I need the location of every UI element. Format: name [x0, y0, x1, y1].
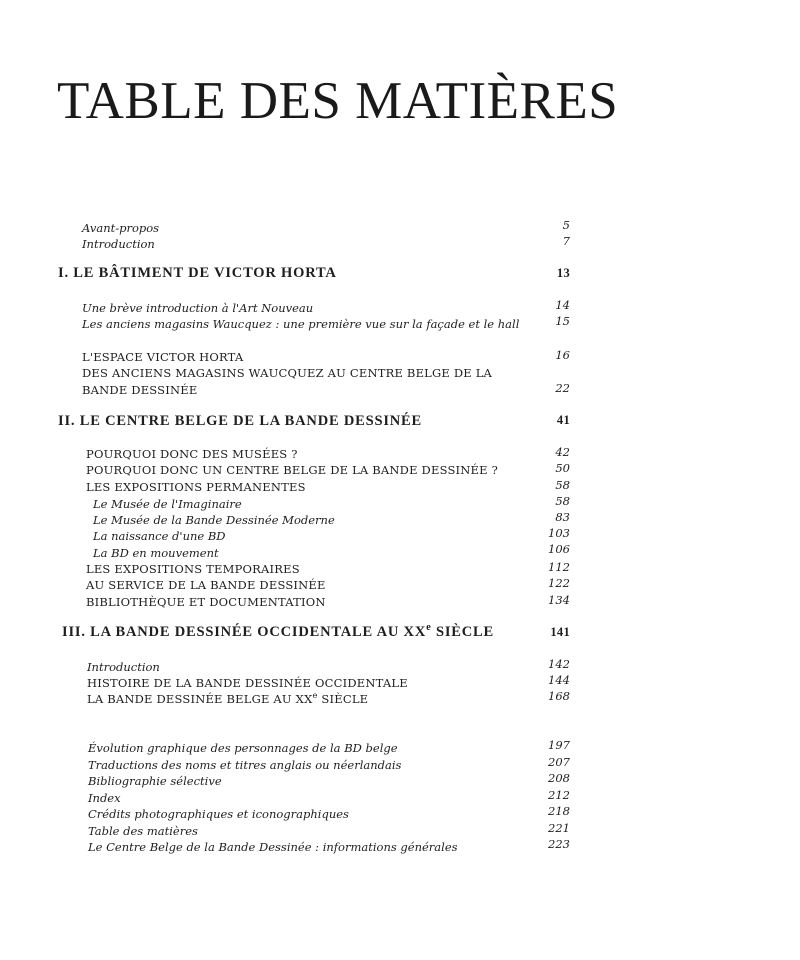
toc-page-espace-horta: 16	[555, 348, 570, 362]
toc-page-bibliotheque: 134	[548, 593, 570, 607]
toc-entry-table-des-matieres[interactable]: Table des matières	[88, 824, 198, 838]
toc-part-2-heading[interactable]: II. LE CENTRE BELGE DE LA BANDE DESSINÉE	[58, 413, 422, 429]
toc-entry-expositions-permanentes[interactable]: LES EXPOSITIONS PERMANENTES	[86, 480, 306, 494]
toc-page-traductions: 207	[548, 755, 570, 769]
toc-entry-bd-belge[interactable]	[87, 692, 368, 706]
toc-entry-art-nouveau[interactable]: Une brève introduction à l'Art Nouveau	[82, 301, 314, 315]
toc-page-index: 212	[548, 788, 570, 802]
toc-entry-expositions-temporaires[interactable]: LES EXPOSITIONS TEMPORAIRES	[86, 562, 300, 576]
toc-page-anciens-magasins: 22	[555, 381, 570, 395]
toc-entry-musee-imaginaire[interactable]: Le Musée de l'Imaginaire	[93, 497, 242, 511]
toc-part-1-heading[interactable]: I. LE BÂTIMENT DE VICTOR HORTA	[58, 265, 337, 281]
toc-entry-introduction-3[interactable]: Introduction	[87, 660, 160, 674]
toc-entry-bibliographie[interactable]: Bibliographie sélective	[88, 774, 222, 788]
toc-entry-naissance-bd[interactable]: La naissance d'une BD	[93, 529, 226, 543]
toc-entry-bibliotheque[interactable]: BIBLIOTHÈQUE ET DOCUMENTATION	[86, 595, 326, 609]
toc-page-bibliographie: 208	[548, 771, 570, 785]
toc-page-evolution-graphique: 197	[548, 738, 570, 752]
toc-entry-bd-belge-superscript: e	[312, 690, 318, 701]
toc-page-histoire-bd: 144	[548, 673, 570, 687]
toc-page-pourquoi-cbbd: 50	[555, 461, 570, 475]
toc-entry-histoire-bd[interactable]: HISTOIRE DE LA BANDE DESSINÉE OCCIDENTALE	[87, 676, 408, 690]
toc-page-art-nouveau: 14	[555, 298, 570, 312]
toc-part-3-heading[interactable]	[62, 624, 494, 641]
toc-entry-introduction[interactable]: Introduction	[82, 237, 155, 251]
toc-part-3-superscript: e	[426, 622, 432, 634]
toc-page-expositions-temporaires: 112	[548, 560, 570, 574]
toc-entry-bd-belge-tail: SIÈCLE	[317, 692, 369, 706]
page-title: TABLE DES MATIÈRES	[57, 72, 619, 130]
toc-page-naissance-bd: 103	[548, 526, 570, 540]
toc-entry-pourquoi-cbbd[interactable]: POURQUOI DONC UN CENTRE BELGE DE LA BANDE DESSINÉE ?	[86, 463, 498, 477]
toc-page-informations-generales: 223	[548, 837, 570, 851]
toc-entry-anciens-magasins[interactable]: DES ANCIENS MAGASINS WAUCQUEZ AU CENTRE BELGE DE LA	[82, 366, 493, 380]
toc-entry-avant-propos[interactable]: Avant-propos	[82, 221, 160, 235]
toc-page-table-des-matieres: 221	[548, 821, 570, 835]
toc-part-3-heading-text: III. LA BANDE DESSINÉE OCCIDENTALE AU XX	[62, 624, 427, 640]
toc-part-1-page: 13	[556, 266, 570, 280]
toc-entry-informations-generales[interactable]: Le Centre Belge de la Bande Dessinée : informations générales	[88, 840, 458, 854]
toc-entry-evolution-graphique[interactable]: Évolution graphique des personnages de la BD belge	[88, 741, 398, 755]
toc-entry-pourquoi-musees[interactable]: POURQUOI DONC DES MUSÉES ?	[86, 447, 298, 461]
toc-entry-musee-bd-moderne[interactable]: Le Musée de la Bande Dessinée Moderne	[93, 513, 335, 527]
toc-page-musee-bd-moderne: 83	[555, 510, 570, 524]
toc-entry-credits[interactable]: Crédits photographiques et iconographiques	[88, 807, 349, 821]
toc-page-bd-mouvement: 106	[548, 542, 570, 556]
toc-page-pourquoi-musees: 42	[555, 445, 570, 459]
toc-entry-bd-belge-text: LA BANDE DESSINÉE BELGE AU XX	[87, 692, 313, 706]
toc-entry-bd-mouvement[interactable]: La BD en mouvement	[93, 546, 219, 560]
toc-entry-traductions[interactable]: Traductions des noms et titres anglais ou néerlandais	[88, 758, 402, 772]
toc-entry-espace-horta[interactable]: L'ESPACE VICTOR HORTA	[82, 350, 244, 364]
toc-entry-index[interactable]: Index	[88, 791, 121, 805]
toc-page-credits: 218	[548, 804, 570, 818]
toc-entry-au-service[interactable]: AU SERVICE DE LA BANDE DESSINÉE	[86, 578, 326, 592]
toc-page-au-service: 122	[548, 576, 570, 590]
toc-page-expositions-permanentes: 58	[555, 478, 570, 492]
toc-part-3-heading-tail: SIÈCLE	[431, 624, 494, 640]
toc-page-musee-imaginaire: 58	[555, 494, 570, 508]
toc-entry-magasins-waucquez[interactable]: Les anciens magasins Waucquez : une première vue sur la façade et le hall	[82, 317, 520, 331]
toc-part-2-page: 41	[556, 413, 570, 427]
toc-entry-anciens-magasins-cont[interactable]: BANDE DESSINÉE	[82, 383, 198, 397]
toc-page-avant-propos: 5	[562, 218, 570, 232]
toc-part-3-page: 141	[550, 625, 570, 639]
toc-page-bd-belge: 168	[548, 689, 570, 703]
toc-page-introduction: 7	[562, 234, 570, 248]
toc-page-introduction-3: 142	[548, 657, 570, 671]
toc-page-magasins-waucquez: 15	[555, 314, 570, 328]
